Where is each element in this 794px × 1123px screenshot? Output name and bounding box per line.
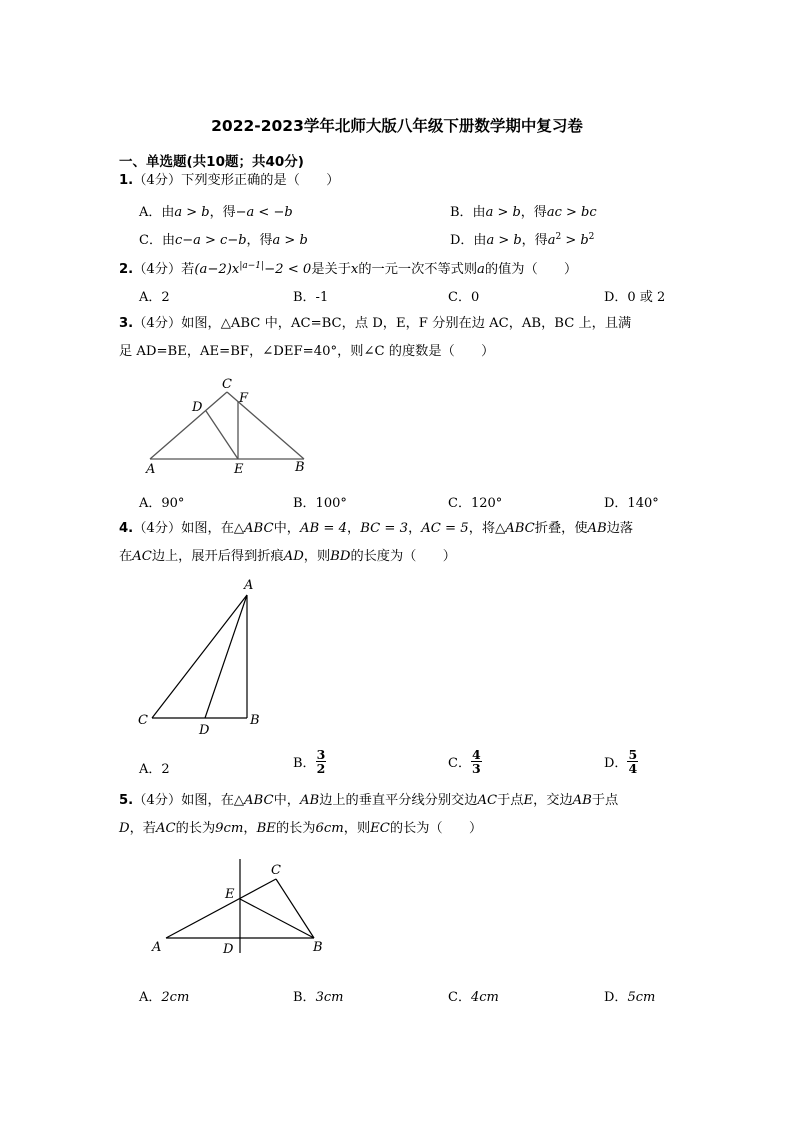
question-number: 4. [119, 521, 134, 536]
question-text: 边落 [606, 521, 634, 536]
option-label: C．由 [139, 233, 175, 248]
math-expr: AB [587, 521, 607, 536]
denominator: 2 [316, 761, 326, 776]
math-expr: a > b [485, 205, 521, 220]
question-text: 边上的垂直平分线分别交边 [319, 793, 478, 808]
question-5-line-1 [119, 792, 618, 810]
math-expr: −2 < 0 [264, 262, 312, 277]
label-a: A [146, 462, 156, 477]
exponent: 2 [555, 232, 562, 242]
math-expr: BE [256, 821, 276, 836]
question-text: ， [408, 521, 422, 536]
label-d: D [192, 400, 203, 415]
math-expr: AC [132, 549, 152, 564]
q2-option-a[interactable]: A．2 [139, 290, 170, 305]
question-text: 中， [273, 793, 300, 808]
question-text: 在 [119, 549, 133, 564]
numerator: 5 [628, 747, 638, 762]
option-value: 4cm [470, 990, 499, 1005]
math-expr: (a−2)x [194, 262, 240, 277]
numerator: 4 [471, 747, 481, 762]
math-var: a [477, 262, 485, 277]
q1-option-c[interactable] [139, 229, 308, 248]
math-expr: AD [283, 549, 304, 564]
option-label: B．由 [450, 205, 486, 220]
question-4-line-1 [119, 520, 633, 538]
question-text: 的一元一次不等式则 [358, 262, 478, 277]
question-text: 的长度为（ ） [350, 549, 456, 564]
question-text: 的长为 [175, 821, 216, 836]
side-cb [276, 879, 314, 938]
label-d: D [223, 942, 234, 957]
math-expr: 6cm [315, 821, 344, 836]
question-1-stem [119, 172, 339, 190]
segment-eb [240, 899, 314, 938]
math-expr: △ABC [233, 521, 274, 536]
label-e: E [234, 462, 244, 477]
question-text: ，则 [303, 549, 331, 564]
math-expr: BD [330, 549, 351, 564]
question-text: （4分）若 [133, 262, 195, 277]
math-expr: 9cm [215, 821, 244, 836]
option-text: ，得 [520, 205, 547, 220]
question-text: 是关于 [311, 262, 351, 277]
math-expr: −a < −b [235, 205, 293, 220]
question-text: 的长为（ ） [389, 821, 483, 836]
question-text: ， [347, 521, 361, 536]
math-expr: E [523, 793, 534, 808]
question-text: 边上，展开后得到折痕 [151, 549, 284, 564]
math-expr: AB = 4 [299, 521, 348, 536]
option-value: 2cm [161, 990, 190, 1005]
question-text: ，交边 [533, 793, 573, 808]
math-expr: AB [299, 793, 320, 808]
fraction [627, 748, 638, 775]
numerator: 3 [316, 747, 326, 762]
q4-option-b[interactable] [293, 748, 326, 775]
q5-option-a[interactable] [139, 986, 189, 1005]
question-text: ，则 [343, 821, 371, 836]
option-label: C． [448, 756, 471, 771]
math-expr: a > b [272, 233, 308, 248]
option-label: D．由 [450, 233, 487, 248]
label-c: C [138, 713, 148, 728]
option-text: ，得 [246, 233, 273, 248]
label-a: A [152, 940, 162, 955]
question-text: （4分）如图，在 [133, 521, 234, 536]
option-label: B． [293, 756, 316, 771]
option-value: 5cm [627, 990, 656, 1005]
segment-de [206, 411, 238, 459]
q3-figure [140, 372, 320, 480]
option-label: A． [139, 990, 162, 1005]
q3-option-b[interactable]: B．100° [293, 496, 347, 511]
question-number: 1. [119, 173, 134, 188]
question-text: 于点 [497, 793, 524, 808]
question-text: 折叠，使 [534, 521, 588, 536]
question-number: 5. [119, 793, 134, 808]
q2-option-c[interactable]: C．0 [448, 290, 480, 305]
question-3-line-1 [119, 315, 631, 333]
q5-option-d[interactable] [604, 986, 655, 1005]
question-text: （4分）如图，△ABC 中，AC=BC，点 D，E，F 分别在边 AC，AB，BC 上，且满 [133, 316, 632, 331]
option-text: ，得 [521, 233, 548, 248]
question-4-line-2 [119, 548, 456, 566]
math-expr: AB [572, 793, 592, 808]
question-text: ，若 [129, 821, 156, 836]
question-number: 3. [119, 316, 134, 331]
math-expr: EC [370, 821, 390, 836]
label-b: B [295, 460, 305, 475]
section-heading: 一、单选题(共10题；共40分) [119, 154, 304, 170]
q4-figure [132, 574, 272, 742]
math-expr: △ABC [233, 793, 274, 808]
math-expr: a > b [486, 233, 522, 248]
question-text: ，将 [468, 521, 496, 536]
math-expr: c−a > c−b [174, 233, 247, 248]
option-label: A．由 [139, 205, 175, 220]
label-f: F [239, 391, 249, 406]
math-expr: AC = 5 [421, 521, 469, 536]
math-expr: AC [477, 793, 498, 808]
math-expr: ac > bc [546, 205, 597, 220]
option-label: C． [448, 990, 471, 1005]
q5-option-b[interactable] [293, 986, 343, 1005]
option-value: 3cm [315, 990, 344, 1005]
question-3-line-2: 足 AD=BE，AE=BF，∠DEF=40°，则∠C 的度数是（ ） [119, 344, 495, 359]
page-title: 2022-2023学年北师大版八年级下册数学期中复习卷 [211, 117, 583, 135]
q3-option-d[interactable]: D．140° [604, 496, 659, 511]
q1-option-d[interactable] [450, 229, 594, 248]
fraction [316, 748, 327, 775]
q4-option-c[interactable] [448, 748, 482, 775]
q1-option-b[interactable] [450, 201, 597, 220]
q3-option-c[interactable]: C．120° [448, 496, 503, 511]
fraction [471, 748, 482, 775]
label-a: A [244, 578, 254, 593]
q1-option-a[interactable] [139, 201, 293, 220]
label-b: B [250, 713, 260, 728]
q3-option-a[interactable]: A．90° [139, 496, 185, 511]
question-text: （4分）下列变形正确的是（ ） [133, 173, 340, 188]
question-text: 中， [273, 521, 300, 536]
option-label: D． [604, 756, 628, 771]
math-var: x [350, 262, 359, 277]
math-expr: D [119, 821, 130, 836]
math-expr: a > b [174, 205, 210, 220]
math-expr: △ABC [495, 521, 535, 536]
q2-option-b[interactable]: B．-1 [293, 290, 329, 305]
question-text: ， [243, 821, 257, 836]
question-2-stem [119, 257, 577, 279]
math-expr: > b [561, 233, 589, 248]
q4-option-d[interactable] [604, 748, 638, 775]
label-c: C [222, 377, 232, 392]
label-c: C [271, 863, 281, 878]
math-expr: BC = 3 [360, 521, 409, 536]
q2-option-d[interactable]: D．0 或 2 [604, 290, 666, 305]
side-ac [166, 879, 276, 938]
question-text: 的值为（ ） [484, 262, 578, 277]
q4-option-a[interactable]: A．2 [139, 762, 170, 777]
math-expr: a [547, 233, 556, 248]
question-number: 2. [119, 262, 134, 277]
question-text: （4分）如图，在 [133, 793, 234, 808]
q5-figure [145, 853, 335, 960]
option-text: ，得 [209, 205, 236, 220]
question-5-line-2 [119, 820, 482, 838]
option-label: B． [293, 990, 316, 1005]
denominator: 3 [471, 761, 481, 776]
question-text: 于点 [591, 793, 619, 808]
q5-option-c[interactable] [448, 986, 499, 1005]
denominator: 4 [628, 761, 638, 776]
side-ca [152, 595, 247, 718]
label-b: B [313, 940, 323, 955]
question-text: 的长为 [275, 821, 316, 836]
option-label: D． [604, 990, 628, 1005]
exponent: |a−1| [239, 261, 265, 271]
math-expr: AC [155, 821, 176, 836]
exponent: 2 [588, 232, 595, 242]
label-e: E [225, 887, 235, 902]
label-d: D [199, 723, 210, 738]
crease-ad [205, 595, 247, 718]
